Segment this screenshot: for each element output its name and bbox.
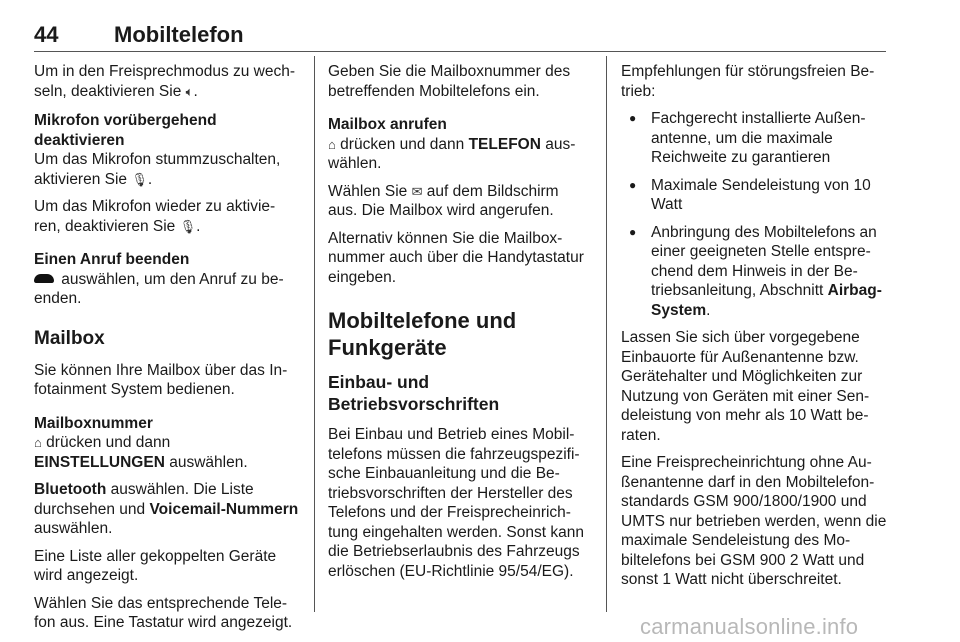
alternative-paragraph: Alternativ können Sie die Mailbox-nummer auch über die Handytastatur eingeben. [328, 229, 584, 286]
choose-mailbox-paragraph: Wählen Sie ✉︎ auf dem Bildschirm aus. Die Mailbox wird angerufen. [328, 182, 559, 219]
call-mailbox-paragraph: ⌂ drücken und dann TELEFON aus-wählen. [328, 135, 576, 172]
mailbox-number-paragraph: ⌂ drücken und dann EINSTELLUNGEN auswählen. [34, 434, 248, 471]
header-rule [34, 51, 886, 52]
handsfree-paragraph: Um in den Freisprechmodus zu wech-seln, deaktivieren Sie 🔈︎. [34, 63, 296, 100]
enter-number-paragraph: Geben Sie die Mailboxnummer des betreffenden Mobiltelefons ein. [328, 63, 571, 100]
sub-heading: Einbau- und Betriebsvorschriften [328, 372, 500, 414]
home-icon: ⌂ [34, 435, 42, 450]
list-item: ● Anbringung des Mobiltelefons an einer geeigneten Stelle entspre-chend dem Hinweis in der Be-triebsanleitung, Abschnitt Airbag-System. [621, 223, 889, 321]
home-icon: ⌂ [328, 136, 336, 152]
mailbox-heading: Mailbox [34, 327, 105, 349]
column-1 [34, 62, 300, 641]
column-3 [621, 62, 889, 598]
end-call-paragraph: auswählen, um den Anruf zu be-enden. [34, 270, 284, 307]
voicemail-icon: ✉︎ [411, 183, 423, 199]
speaker-icon: 🔈︎ [185, 83, 194, 99]
gsm-paragraph: Eine Freisprecheinrichtung ohne Au-ßenantenne darf in den Mobiltelefon-standards GSM 900/1800/1900 und UMTS nur betrieben werden, wenn die maximale Sendeleistung des Mo-biltelefons bei GSM 900 2 Watt und sonst 1 Watt nicht überschreitet. [621, 454, 887, 588]
column-divider-1 [314, 56, 315, 612]
page-title: Mobiltelefon [114, 22, 244, 47]
microphone-icon: 🎙︎ [179, 218, 197, 234]
microphone-icon: 🎙︎ [131, 171, 148, 187]
install-paragraph: Bei Einbau und Betrieb eines Mobil-telefons müssen die fahrzeugspezifi-sche Einbauanleitung und die Be-triebsvorschriften der Hersteller des Telefons und der Freisprecheinrich-tung eingehalten werden. Sonst kann die Betriebserlaubnis des Fahrzeugs erlöschen (EU-Richtlinie 95/54/EG). [328, 426, 584, 580]
select-phone-paragraph: Wählen Sie das entsprechende Tele-fon aus. Eine Tastatur wird angezeigt. [34, 594, 293, 631]
mute-paragraph-1: Um das Mikrofon stummzuschalten, aktivieren Sie 🎙︎. [34, 151, 281, 188]
watermark: carmanualsonline.info [640, 614, 859, 639]
list-item: ● Fachgerecht installierte Außen-antenne, um die maximale Reichweite zu garantieren [621, 109, 889, 168]
mute-paragraph-2: Um das Mikrofon wieder zu aktivie-ren, deaktivieren Sie 🎙︎. [34, 198, 276, 235]
recommendations-intro: Empfehlungen für störungsfreien Be-trieb: [621, 63, 875, 100]
page-header [34, 22, 886, 52]
bluetooth-paragraph: Bluetooth auswählen. Die Liste durchsehen und Voicemail-Nummern auswählen. [34, 481, 299, 537]
hang-up-icon [34, 274, 54, 283]
column-2 [328, 62, 592, 589]
page-number: 44 [34, 22, 59, 47]
end-call-heading: Einen Anruf beenden [34, 251, 190, 268]
call-mailbox-heading: Mailbox anrufen [328, 116, 447, 133]
list-item: ● Maximale Sendeleistung von 10 Watt [621, 176, 889, 215]
installation-locations-paragraph: Lassen Sie sich über vorgegebene Einbauorte für Außenantenne bzw. Gerätehalter und Möglichkeiten zur Nutzung von Geräten mit einer Sen-deleistung von mehr als 10 Watt be-raten. [621, 329, 870, 444]
mailbox-number-heading: Mailboxnummer [34, 414, 153, 432]
column-divider-2 [606, 56, 607, 612]
section-heading: Mobiltelefone und Funkgeräte [328, 308, 517, 360]
mute-heading: Mikrofon vorübergehend deaktivieren [34, 112, 217, 149]
device-list-paragraph: Eine Liste aller gekoppelten Geräte wird angezeigt. [34, 547, 277, 584]
mailbox-paragraph: Sie können Ihre Mailbox über das In-fotainment System bedienen. [34, 361, 288, 398]
